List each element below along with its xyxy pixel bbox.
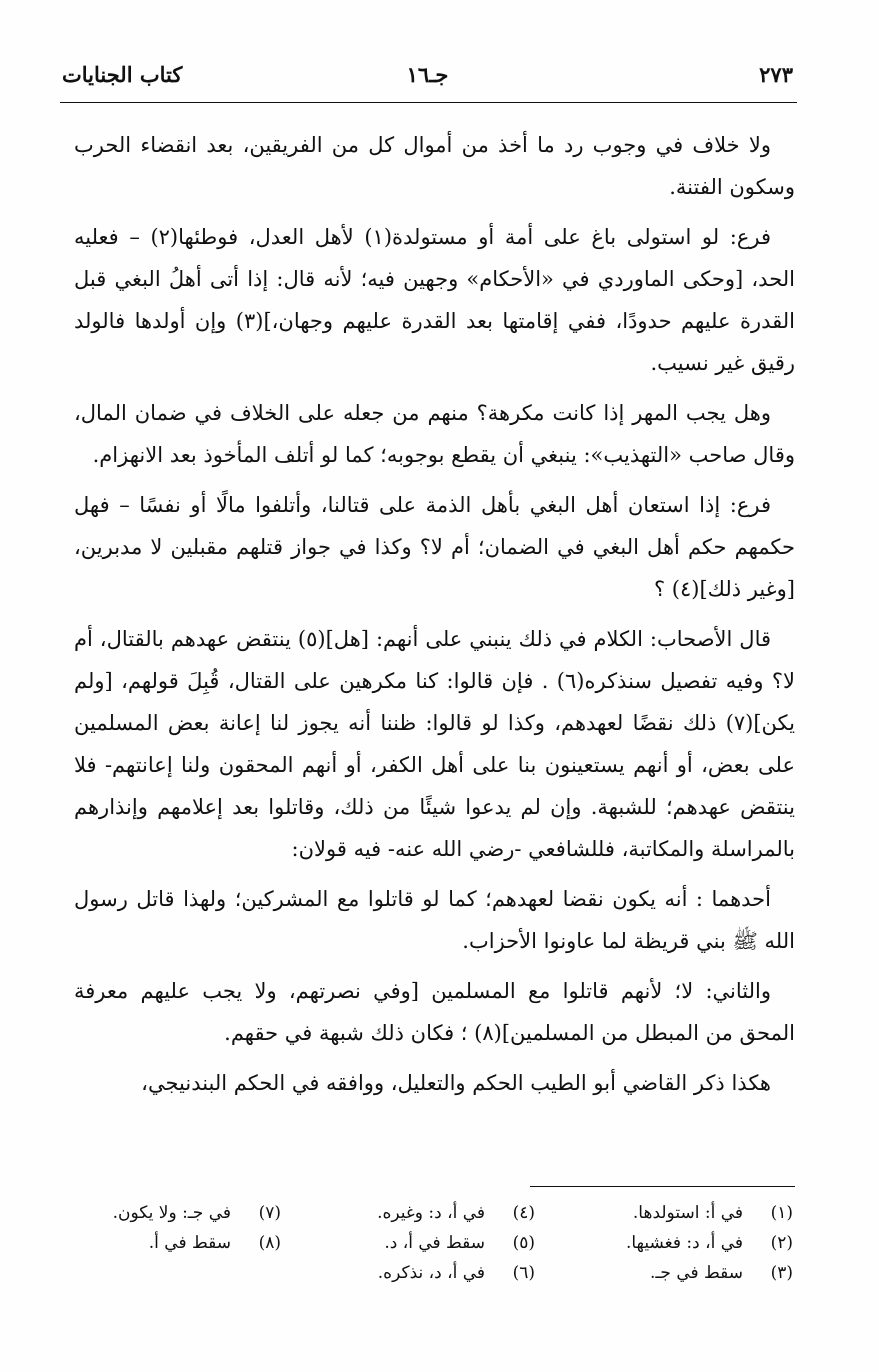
footnote-column <box>66 1198 281 1258</box>
footnote <box>66 1228 281 1258</box>
footnote <box>320 1198 535 1228</box>
paragraph: قال الأصحاب: الكلام في ذلك ينبني على أنهم: [هل](٥) ينتقض عهدهم بالقتال، أم لا؟ وفيه تفصيل سنذكره(٦) . فإن قالوا: كنا مكرهين على القتال، قُبِلَ قولهم، [ولم يكن](٧) ذلك نقضًا لعهدهم، وكذا لو قالوا: ظننا أنه يجوز لنا إعانة بعض المسلمين على بعض، أو أنهم يستعينون بنا على أهل الكفر، أو أنهم المحقون ولنا إعانتهم- فلا ينتقض عهدهم؛ للشبهة. وإن لم يدعوا شيئًا من ذلك، وقاتلوا بعد إعلامهم وإنذارهم بالمراسلة والمكاتبة، فللشافعي -رضي الله عنه- فيه قولان: <box>74 627 795 861</box>
footnote-number: (٦) <box>512 1263 535 1283</box>
footnote <box>578 1258 793 1288</box>
page-number: ٢٧٣ <box>759 62 793 87</box>
footnote-separator <box>530 1186 795 1187</box>
paragraph: ولا خلاف في وجوب رد ما أخذ من أموال كل من الفريقين، بعد انقضاء الحرب وسكون الفتنة. <box>74 133 795 199</box>
paragraph: هكذا ذكر القاضي أبو الطيب الحكم والتعليل، ووافقه في الحكم البندنيجي، <box>141 1071 771 1095</box>
paragraph: فرع: إذا استعان أهل البغي بأهل الذمة على قتالنا، وأتلفوا مالًا أو نفسًا – فهل حكمهم حكم أهل البغي في الضمان؛ أم لا؟ وكذا في جواز قتلهم مقبلين لا مدبرين، [وغير ذلك](٤) ؟ <box>74 493 795 601</box>
footnote-column <box>578 1198 793 1288</box>
footnote-number: (٤) <box>512 1203 535 1223</box>
footnote-number: (٢) <box>770 1233 793 1253</box>
book-title: كتاب الجنايات <box>62 62 183 87</box>
footnote <box>66 1198 281 1228</box>
footnote-text: في أ: استولدها. <box>632 1203 743 1223</box>
footnote-number: (٥) <box>512 1233 535 1253</box>
footnote <box>320 1228 535 1258</box>
volume-label: جـ١٦ <box>406 62 449 87</box>
paragraph: وهل يجب المهر إذا كانت مكرهة؟ منهم من جعله على الخلاف في ضمان المال، وقال صاحب «التهذيب»: ينبغي أن يقطع بوجوبه؛ كما لو أتلف المأخوذ بعد الانهزام. <box>74 401 795 467</box>
footnote-text: سقط في أ، د. <box>384 1233 485 1253</box>
paragraph: والثاني: لا؛ لأنهم قاتلوا مع المسلمين [وفي نصرتهم، ولا يجب عليهم معرفة المحق من المبطل من المسلمين](٨) ؛ فكان ذلك شبهة في حقهم. <box>74 979 795 1045</box>
footnote-text: في أ، د: فغشيها. <box>625 1233 743 1253</box>
footnote-column <box>320 1198 535 1288</box>
footnote-number: (٣) <box>770 1263 793 1283</box>
header-rule <box>60 102 797 103</box>
footnote-text: سقط في أ. <box>148 1233 231 1253</box>
footnote-number: (٨) <box>258 1233 281 1253</box>
footnote <box>320 1258 535 1288</box>
main-text <box>74 124 795 1112</box>
footnote <box>578 1198 793 1228</box>
paragraph: فرع: لو استولى باغ على أمة أو مستولدة(١) لأهل العدل، فوطئها(٢) – فعليه الحد، [وحكى الماوردي في «الأحكام» وجهين فيه؛ لأنه قال: إذا أتى أهلُ البغي قبل القدرة عليهم حدودًا، ففي إقامتها بعد القدرة عليهم وجهان،](٣) وإن أولدها فالولد رقيق غير نسيب. <box>74 225 795 375</box>
footnotes <box>110 1198 793 1328</box>
footnote-number: (٧) <box>258 1203 281 1223</box>
paragraph: أحدهما : أنه يكون نقضا لعهدهم؛ كما لو قاتلوا مع المشركين؛ ولهذا قاتل رسول الله ﷺ بني قريظة لما عاونوا الأحزاب. <box>74 887 795 953</box>
footnote-text: سقط في جـ. <box>650 1263 743 1283</box>
footnote-text: في جـ: ولا يكون. <box>112 1203 231 1223</box>
footnote-text: في أ، د، نذكره. <box>377 1263 485 1283</box>
footnote <box>578 1228 793 1258</box>
footnote-number: (١) <box>770 1203 793 1223</box>
footnote-text: في أ، د: وغيره. <box>377 1203 485 1223</box>
page-header <box>62 62 793 102</box>
